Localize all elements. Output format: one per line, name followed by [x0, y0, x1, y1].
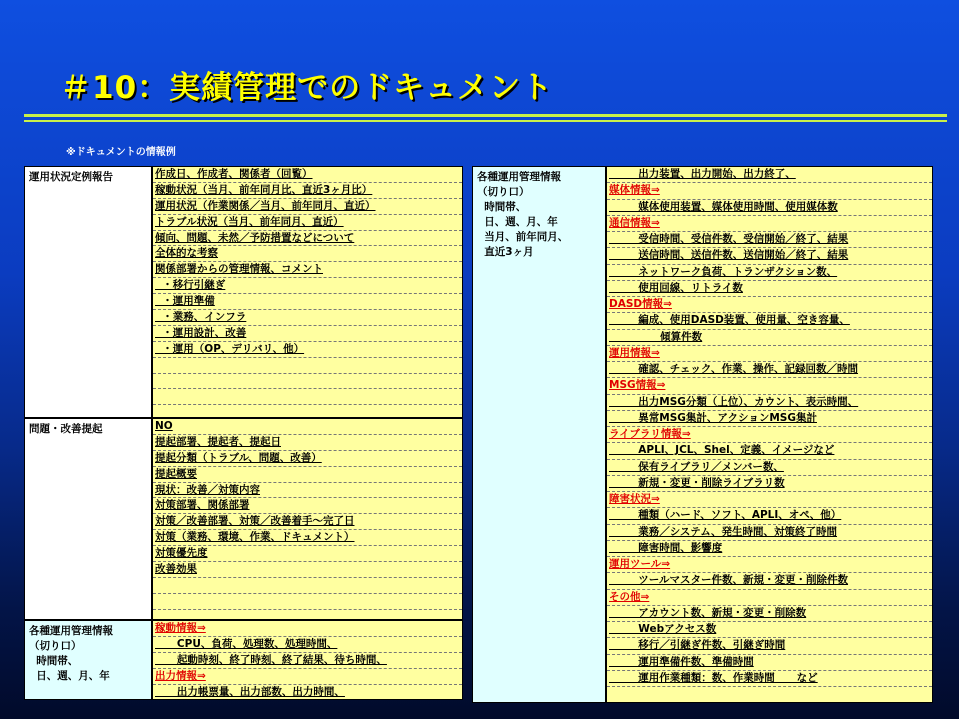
row-text: 異常MSG集計、アクションMSG集計	[609, 411, 817, 424]
info-item	[607, 443, 932, 459]
info-item	[153, 483, 462, 499]
category-heading	[153, 669, 462, 685]
row-text: DASD情報⇒	[609, 298, 672, 310]
row-text: 種類（ハード、ソフト、APLI、オペ、他）	[609, 509, 842, 522]
label-line: 当月、前年同月、	[477, 231, 569, 243]
info-item	[607, 671, 932, 687]
row-text: ツールマスター件数、新規・変更・削除件数	[609, 574, 849, 587]
info-item	[607, 541, 932, 557]
section-label-operation-management	[24, 620, 152, 700]
empty-row	[153, 578, 462, 594]
info-item	[153, 215, 462, 231]
info-item	[153, 546, 462, 562]
category-heading	[607, 297, 932, 313]
info-item	[153, 685, 462, 700]
row-text: ・運用設計、改善	[155, 326, 247, 339]
row-text: トラブル状況（当月、前年同月、直近）	[155, 215, 344, 228]
row-text: 媒体情報⇒	[609, 184, 660, 197]
empty-row	[153, 374, 462, 390]
category-heading	[607, 183, 932, 199]
info-item	[153, 419, 462, 435]
row-text: 稼動状況（当月、前年同月比、直近3ヶ月比）	[155, 183, 373, 196]
row-text: 障害状況⇒	[609, 493, 660, 505]
info-item	[607, 508, 932, 524]
row-text: ・運用準備	[155, 295, 215, 308]
row-text: 移行／引継ぎ件数、引継ぎ時間	[609, 639, 786, 652]
category-heading	[607, 427, 932, 443]
info-item	[153, 435, 462, 451]
label-line: 直近3ヶ月	[477, 246, 534, 258]
row-text: 出力MSG分類（上位）、カウント、表示時間、	[609, 395, 859, 408]
info-item	[153, 653, 462, 669]
row-text: 出力情報⇒	[155, 669, 206, 682]
label-line: 運用状況定例報告	[29, 171, 113, 183]
info-item	[153, 342, 462, 358]
row-text: 起動時刻、終了時刻、終了結果、待ち時間、	[155, 653, 387, 666]
row-text: 傾算件数	[609, 330, 703, 343]
info-item	[607, 573, 932, 589]
row-text: 傾向、問題、未然／予防措置などについて	[155, 231, 355, 244]
label-line: 時間帯、	[477, 201, 527, 213]
row-text: 運用情報⇒	[609, 346, 660, 359]
empty-row	[153, 610, 462, 620]
category-heading	[153, 621, 462, 637]
row-text: 現状：改善／対策内容	[155, 483, 260, 496]
category-heading	[607, 492, 932, 508]
row-text: Webアクセス数	[609, 623, 717, 635]
category-heading	[607, 378, 932, 394]
info-item	[607, 167, 932, 183]
row-text: 対策優先度	[155, 547, 208, 560]
row-text: 媒体使用装置、媒体使用時間、使用媒体数	[609, 200, 838, 213]
slide-title: ＃10：実績管理でのドキュメント	[60, 70, 554, 106]
row-text: MSG情報⇒	[609, 379, 666, 392]
row-text: 関係部署からの管理情報、コメント	[155, 263, 323, 276]
row-text: ライブラリ情報⇒	[609, 428, 691, 440]
right-label-operation-management	[472, 166, 606, 703]
info-item	[153, 451, 462, 467]
row-text: 新規・変更・削除ライブラリ数	[609, 476, 785, 489]
right-items-operation-management	[606, 166, 933, 703]
row-text: その他⇒	[609, 590, 650, 603]
info-item	[153, 167, 462, 183]
info-item	[153, 467, 462, 483]
section-label-regular-report	[24, 166, 152, 418]
row-text: 全体的な考察	[155, 247, 218, 260]
label-line: 日、週、月、年	[29, 670, 110, 682]
info-item	[607, 265, 932, 281]
info-item	[153, 498, 462, 514]
row-text: ・移行引継ぎ	[155, 279, 226, 292]
row-text: NO	[155, 420, 173, 432]
info-item	[607, 638, 932, 654]
info-item	[153, 637, 462, 653]
section-label-problem-improvement	[24, 418, 152, 620]
row-text: 提起概要	[155, 467, 197, 480]
row-text: CPU、負荷、処理数、処理時間、	[155, 637, 338, 650]
info-item	[607, 525, 932, 541]
empty-row	[153, 594, 462, 610]
label-line: （切り口）	[29, 640, 82, 652]
info-item	[607, 330, 932, 346]
empty-row	[607, 687, 932, 703]
info-item	[153, 326, 462, 342]
info-item	[607, 362, 932, 378]
row-text: ・業務、インフラ	[155, 311, 247, 324]
label-line: 日、週、月、年	[477, 216, 558, 228]
empty-row	[153, 405, 462, 418]
info-item	[607, 655, 932, 671]
info-item	[607, 476, 932, 492]
row-text: 通信情報⇒	[609, 216, 660, 229]
info-item	[153, 294, 462, 310]
row-text: ネットワーク負荷、トランザクション数、	[609, 265, 838, 278]
section-items-operation-management	[152, 620, 463, 700]
info-item	[607, 460, 932, 476]
info-item	[607, 248, 932, 264]
row-text: 受信時間、受信件数、受信開始／終了、結果	[609, 233, 849, 245]
row-text: 提起分類（トラブル、問題、改善）	[155, 451, 322, 464]
info-item	[153, 278, 462, 294]
section-items-regular-report	[152, 166, 463, 418]
row-text: 送信時間、送信件数、送信開始／終了、結果	[609, 249, 849, 262]
info-item	[607, 606, 932, 622]
row-text: 障害時間、影響度	[609, 541, 723, 554]
info-item	[153, 231, 462, 247]
row-text: 運用準備件数、準備時間	[609, 655, 754, 668]
info-item	[153, 246, 462, 262]
row-text: 運用状況（作業関係／当月、前年同月、直近）	[155, 199, 376, 212]
category-heading	[607, 557, 932, 573]
row-text: 業務／システム、発生時間、対策終了時間	[609, 525, 838, 538]
slide-subtitle: ※ドキュメントの情報例	[66, 147, 176, 158]
row-text: 対策部署、関係部署	[155, 499, 250, 512]
row-text: 稼動情報⇒	[155, 622, 206, 634]
info-item	[607, 622, 932, 638]
category-heading	[607, 590, 932, 606]
label-line: 各種運用管理情報	[29, 625, 113, 637]
info-item	[153, 310, 462, 326]
info-item	[153, 530, 462, 546]
row-text: 対策（業務、環境、作業、ドキュメント）	[155, 531, 355, 544]
row-text: 保有ライブラリ／メンバー数、	[609, 460, 784, 473]
info-item	[153, 199, 462, 215]
row-text: APLI、JCL、Shel、定義、イメージなど	[609, 444, 835, 457]
section-items-problem-improvement	[152, 418, 463, 620]
info-item	[153, 183, 462, 199]
row-text: 確認、チェック、作業、操作、記録回数／時間	[609, 363, 859, 375]
info-item	[153, 562, 462, 578]
info-item	[153, 262, 462, 278]
row-text: 出力帳票量、出力部数、出力時間、	[155, 685, 345, 698]
row-text: ・運用（OP、デリバリ、他）	[155, 342, 305, 355]
category-heading	[607, 216, 932, 232]
empty-row	[153, 389, 462, 405]
row-text: 出力装置、出力開始、出力終了、	[609, 168, 796, 180]
info-item	[607, 395, 932, 411]
row-text: 提起部署、提起者、提起日	[155, 435, 281, 448]
label-line: 時間帯、	[29, 655, 79, 667]
title-underline-bottom	[24, 120, 947, 122]
category-heading	[607, 346, 932, 362]
info-item	[607, 313, 932, 329]
info-item	[153, 514, 462, 530]
row-text: 改善効果	[155, 563, 197, 576]
label-line: 各種運用管理情報	[477, 171, 561, 183]
empty-row	[153, 358, 462, 374]
row-text: 運用ツール⇒	[609, 558, 671, 570]
info-item	[607, 411, 932, 427]
row-text: アカウント数、新規・変更・削除数	[609, 606, 807, 619]
row-text: 使用回線、リトライ数	[609, 281, 743, 294]
row-text: 対策／改善部署、対策／改善着手～完了日	[155, 515, 355, 528]
info-item	[607, 281, 932, 297]
row-text: 作成日、作成者、関係者（回覧）	[155, 168, 313, 180]
title-underline-top	[24, 114, 947, 117]
row-text: 運用作業種類：数、作業時間 など	[609, 671, 818, 684]
label-line: 問題・改善提起	[29, 423, 103, 435]
label-line: （切り口）	[477, 186, 530, 198]
info-item	[607, 200, 932, 216]
row-text: 編成、使用DASD装置、使用量、空き容量、	[609, 314, 850, 327]
info-item	[607, 232, 932, 248]
